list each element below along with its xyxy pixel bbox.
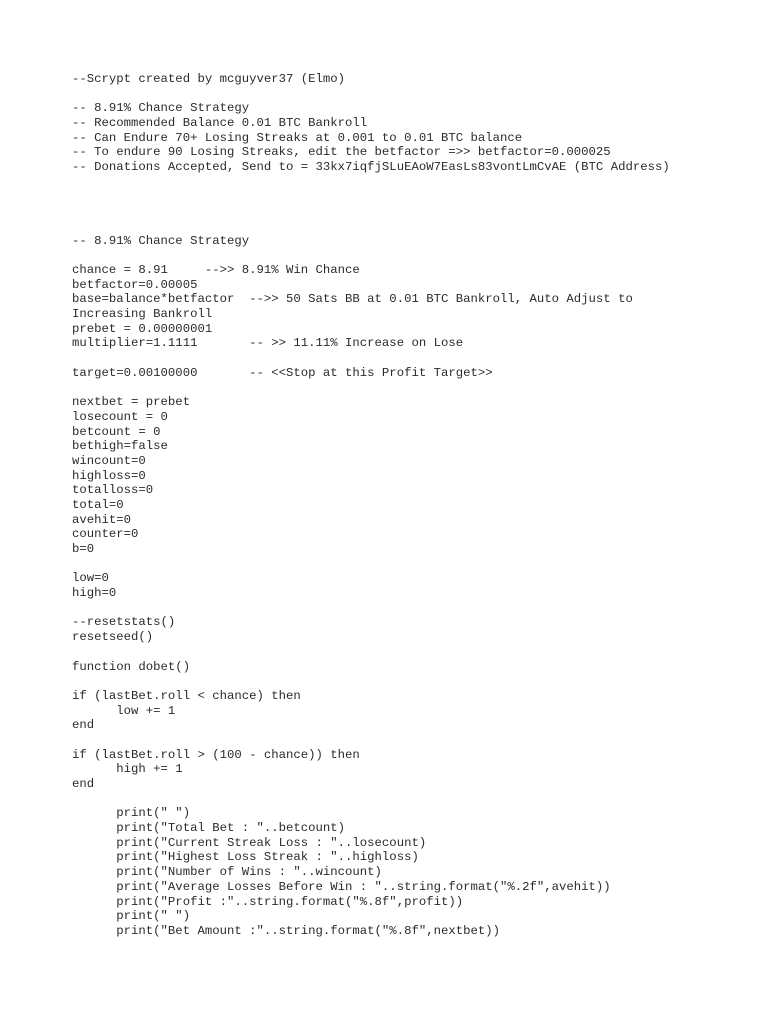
- code-line: [72, 248, 752, 263]
- code-line: multiplier=1.1111 -- >> 11.11% Increase on Lose: [72, 336, 464, 351]
- code-line: print("Profit :"..string.format("%.8f",profit)): [72, 894, 464, 909]
- code-line: highloss=0: [72, 468, 146, 483]
- code-line: low += 1: [72, 703, 176, 718]
- code-line: totalloss=0: [72, 483, 154, 498]
- code-line: high += 1: [72, 762, 183, 777]
- code-line: betcount = 0: [72, 424, 161, 439]
- code-line: [72, 175, 752, 190]
- code-line: [72, 87, 752, 102]
- code-line: --resetstats(): [72, 615, 176, 630]
- code-line: [72, 351, 752, 366]
- code-line: print("Total Bet : "..betcount): [72, 821, 346, 836]
- code-line: -- 8.91% Chance Strategy: [72, 101, 250, 116]
- code-line: print(" "): [72, 909, 191, 924]
- code-line: [72, 733, 752, 748]
- code-line: if (lastBet.roll > (100 - chance)) then: [72, 747, 360, 762]
- code-line: -- Can Endure 70+ Losing Streaks at 0.001 to 0.01 BTC balance: [72, 130, 523, 145]
- code-line: prebet = 0.00000001: [72, 321, 213, 336]
- code-line: bethigh=false: [72, 439, 168, 454]
- code-line: -- To endure 90 Losing Streaks, edit the betfactor =>> betfactor=0.000025: [72, 145, 611, 160]
- code-line: total=0: [72, 497, 124, 512]
- code-line: [72, 645, 752, 660]
- code-line: -- Donations Accepted, Send to = 33kx7iqfjSLuEAoW7EasLs83vontLmCvAE (BTC Address): [72, 160, 670, 175]
- code-line: -- Recommended Balance 0.01 BTC Bankroll: [72, 116, 368, 131]
- code-line: print("Highest Loss Streak : "..highloss): [72, 850, 419, 865]
- code-line: base=balance*betfactor -->> 50 Sats BB at 0.01 BTC Bankroll, Auto Adjust to: [72, 292, 633, 307]
- code-line: [72, 219, 752, 234]
- code-line: print(" "): [72, 806, 191, 821]
- code-line: Increasing Bankroll: [72, 307, 213, 321]
- code-line: resetseed(): [72, 630, 154, 645]
- code-line: losecount = 0: [72, 409, 168, 424]
- code-line: function dobet(): [72, 659, 191, 674]
- code-line: avehit=0: [72, 512, 132, 527]
- code-line: low=0: [72, 571, 109, 586]
- code-line: --Scrypt created by mcguyver37 (Elmo): [72, 72, 346, 86]
- code-line: if (lastBet.roll < chance) then: [72, 688, 301, 703]
- code-line: print("Average Losses Before Win : "..string.format("%.2f",avehit)): [72, 879, 611, 894]
- code-line: [72, 557, 752, 572]
- code-line: [72, 190, 752, 205]
- code-line: [72, 792, 752, 807]
- code-line: wincount=0: [72, 453, 146, 468]
- script-code-block: [72, 72, 752, 939]
- code-line: betfactor=0.00005: [72, 277, 198, 292]
- code-line: print("Bet Amount :"..string.format("%.8f",nextbet)): [72, 923, 501, 938]
- code-line: target=0.00100000 -- <<Stop at this Profit Target>>: [72, 365, 493, 380]
- code-line: -- 8.91% Chance Strategy: [72, 233, 250, 248]
- code-line: high=0: [72, 586, 117, 601]
- code-line: chance = 8.91 -->> 8.91% Win Chance: [72, 262, 360, 277]
- code-line: [72, 204, 752, 219]
- code-line: end: [72, 718, 95, 733]
- code-line: end: [72, 777, 95, 791]
- code-line: b=0: [72, 542, 95, 556]
- code-line: print("Current Streak Loss : "..losecount): [72, 835, 427, 850]
- code-line: [72, 674, 752, 689]
- code-line: counter=0: [72, 527, 139, 542]
- code-line: nextbet = prebet: [72, 395, 191, 410]
- code-line: print("Number of Wins : "..wincount): [72, 865, 382, 880]
- code-line: [72, 601, 752, 616]
- code-line: [72, 380, 752, 395]
